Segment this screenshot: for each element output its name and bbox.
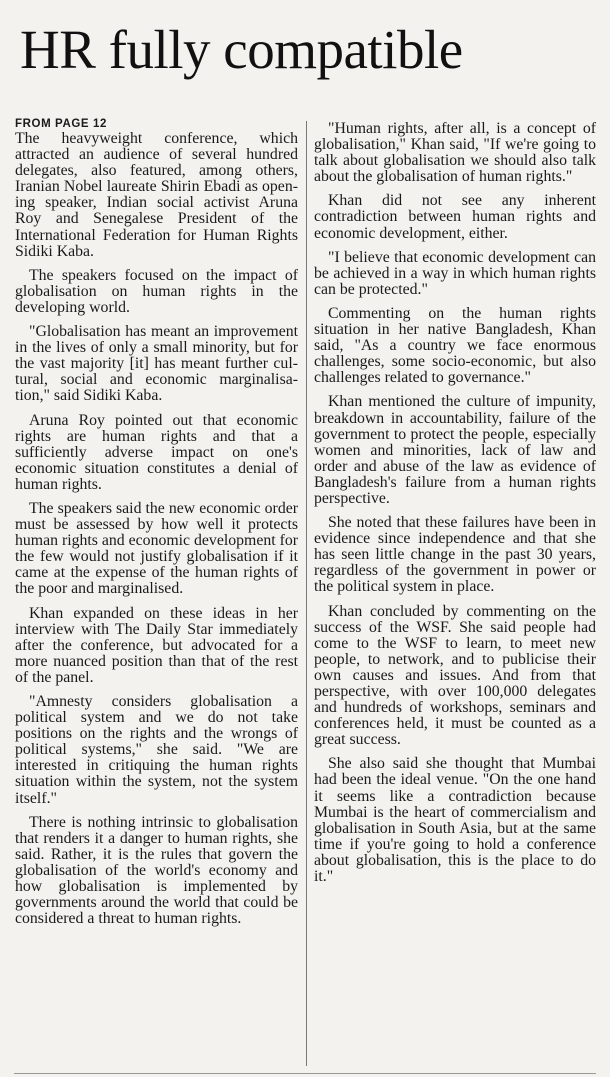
paragraph: "Globalisation has meant an improvement in the lives of only a small minority, but for the vast majority [it] has meant further cultural, social and economic marginalisa-tion," said Sidiki Kaba.: [15, 323, 298, 405]
paragraph: She also said she thought that Mumbai had been the ideal venue. "On the one hand it seems like a contradiction because Mumbai is the heart of commercialism and globalisation in South Asia, but at the same time if you're going to hold a conference about globalisation, this is the place to do it.": [314, 755, 596, 886]
paragraph: There is nothing intrinsic to globalisation that renders it a danger to human rights, she said. Rather, it is the rules that govern the globalisation of the world's economy and how globalisation is implemented by governments around the world that could be considered a threat to human rights.: [15, 813, 298, 928]
paragraph: "Amnesty considers globalisation a political system and we do not take positions on the rights and the wrongs of political systems," she said. "We are interested in critiquing the human rights situation within the system, not the system itself.": [15, 693, 298, 807]
paragraph: The speakers said the new economic order must be assessed by how well it protects human rights and economic development for the few would not justify globalisation if it came at the expense of the human rights of the poor and marginalised.: [15, 499, 298, 598]
paragraph: She noted that these failures have been in evidence since independence and that she has seen little change in the past 30 years, regardless of the government in power or the political system in place.: [314, 514, 596, 596]
article-column-left: [15, 118, 298, 935]
headline: HR fully compatible: [20, 19, 463, 80]
paragraph: The speakers focused on the impact of globalisation on human rights in the developing world.: [15, 266, 298, 316]
article-column-right: [314, 121, 596, 893]
paragraph: Khan expanded on these ideas in her interview with The Daily Star immediately after the conference, but advocated for a more nuanced position than that of the rest of the panel.: [15, 604, 298, 686]
paragraph: "I believe that economic development can be achieved in a way in which human rights can be protected.": [314, 248, 596, 298]
continuation-kicker: FROM PAGE 12: [15, 118, 107, 130]
paragraph: Khan concluded by commenting on the success of the WSF. She said people had come to the WSF to learn, to meet new people, to network, and to publicise their own causes and issues. And from that perspective, with over 100,000 delegates and hundreds of workshops, seminars and conferences held, it must be counted as a great success.: [314, 602, 596, 749]
paragraph: Aruna Roy pointed out that economic rights are human rights and that a sufficiently adverse impact on one's economic situation constitutes a denial of human rights.: [15, 411, 298, 493]
paragraph: Khan mentioned the culture of impunity, breakdown in accountability, failure of the government to protect the people, especially women and minorities, lack of law and order and abuse of the law as evidence of Bangladesh's failure from a human rights perspective.: [314, 393, 596, 507]
paragraph: Khan did not see any inherent contradiction between human rights and economic development, either.: [314, 192, 596, 242]
paragraph: Commenting on the human rights situation in her native Bangladesh, Khan said, "As a country we face enormous challenges, some socio-economic, but also challenges related to governance.": [314, 304, 596, 387]
column-divider: [306, 121, 307, 1066]
bottom-border: [14, 1073, 596, 1074]
paragraph: The heavyweight conference, which attracted an audience of several hundred delegates, also featured, among others, Iranian Nobel laureate Shirin Ebadi as opening speaker, Indian social activist Aruna Roy and Senegalese President of the International Federation for Human Rights Sidiki Kaba.: [15, 130, 298, 260]
paragraph: "Human rights, after all, is a concept of globalisation," Khan said, "If we're going to talk about globalisation we should also talk about the globalisation of human rights.": [314, 120, 596, 186]
